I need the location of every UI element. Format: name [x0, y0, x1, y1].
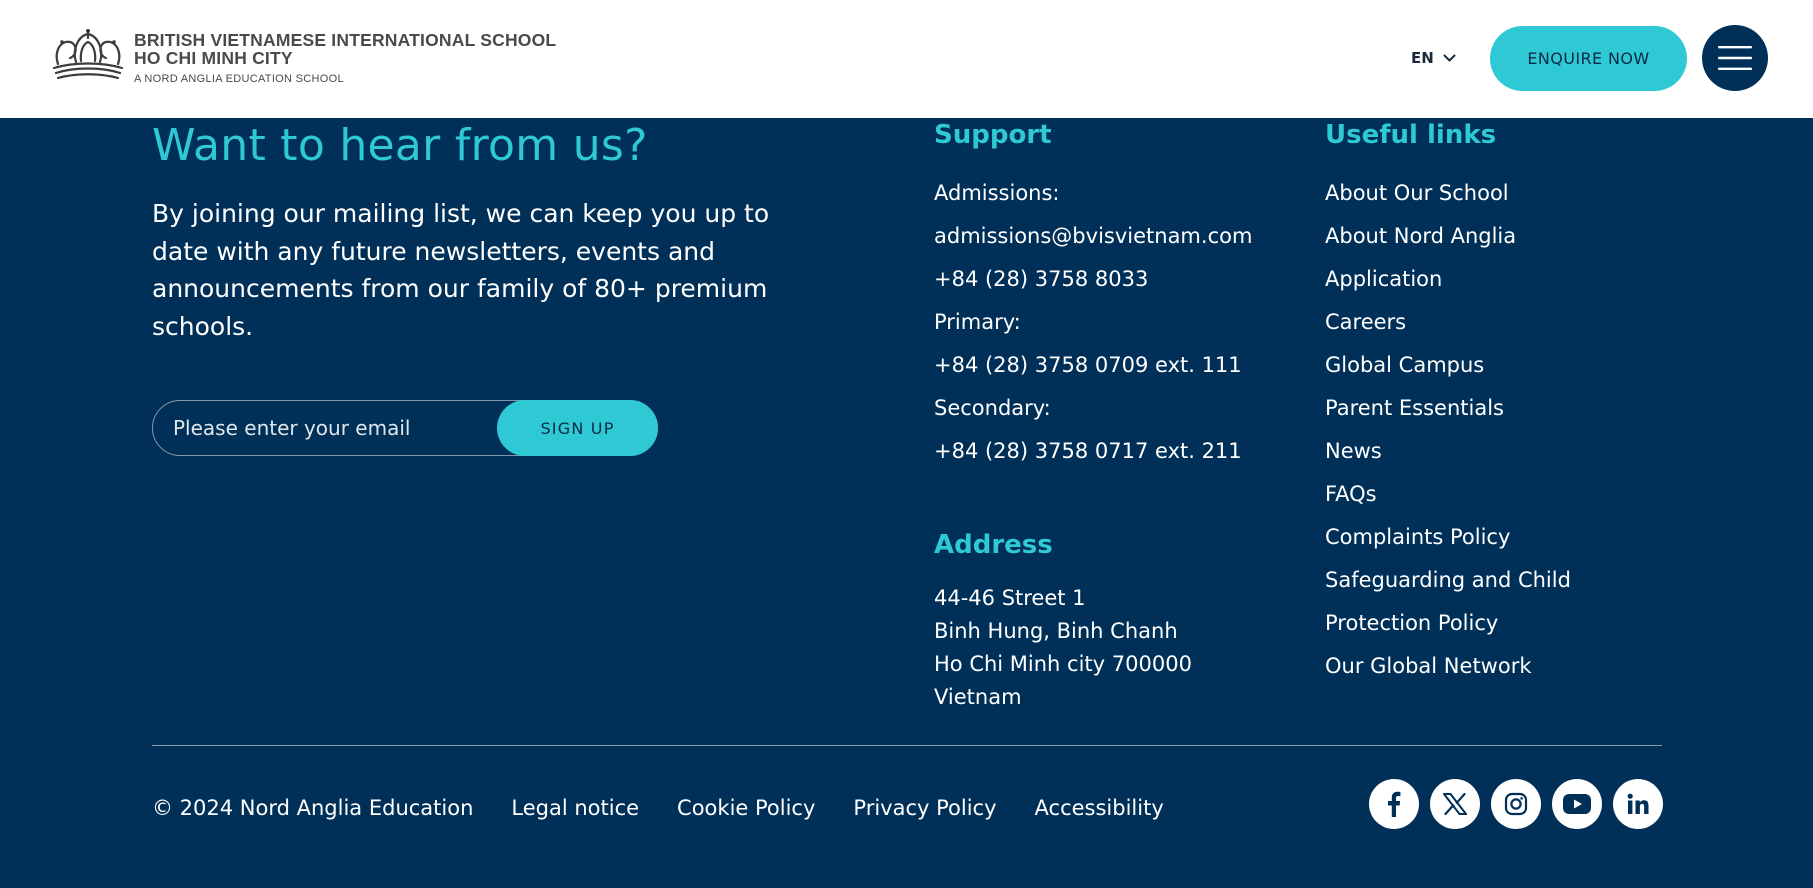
useful-links-list [1325, 172, 1571, 688]
crown-logo-icon [50, 28, 126, 84]
logo-text [134, 31, 556, 86]
link-parent-essentials[interactable]: Parent Essentials [1325, 396, 1504, 420]
site-header [0, 0, 1813, 118]
copyright-text: © 2024 Nord Anglia Education [152, 796, 474, 820]
link-global-campus[interactable]: Global Campus [1325, 353, 1485, 377]
address-line: Binh Hung, Binh Chanh [934, 619, 1178, 643]
facebook-button[interactable] [1369, 779, 1419, 829]
link-global-network[interactable]: Our Global Network [1325, 654, 1532, 678]
link-about-our-school[interactable]: About Our School [1325, 181, 1509, 205]
enquire-now-button[interactable]: ENQUIRE NOW [1490, 26, 1687, 91]
link-news[interactable]: News [1325, 439, 1382, 463]
link-safeguarding[interactable]: Safeguarding and Child [1325, 568, 1571, 592]
support-item-admissions-label: Admissions: [934, 181, 1060, 205]
menu-button[interactable] [1702, 25, 1768, 91]
language-selector[interactable] [1411, 47, 1456, 69]
support-heading: Support [934, 120, 1052, 150]
address-line: Vietnam [934, 685, 1022, 709]
facebook-icon [1387, 791, 1401, 817]
link-about-nord-anglia[interactable]: About Nord Anglia [1325, 224, 1517, 248]
useful-links-heading: Useful links [1325, 120, 1497, 150]
link-application[interactable]: Application [1325, 267, 1443, 291]
linkedin-icon [1627, 793, 1649, 815]
linkedin-button[interactable] [1613, 779, 1663, 829]
privacy-policy-link[interactable]: Privacy Policy [853, 796, 997, 820]
language-label: EN [1411, 49, 1434, 67]
footer-divider [152, 745, 1662, 746]
x-twitter-icon [1443, 793, 1467, 815]
logo-city: HO CHI MINH CITY [134, 48, 293, 68]
cookie-policy-link[interactable]: Cookie Policy [677, 796, 816, 820]
sign-up-button[interactable]: SIGN UP [497, 400, 658, 456]
legal-notice-link[interactable]: Legal notice [511, 796, 640, 820]
legal-bar [152, 792, 1202, 824]
instagram-icon [1504, 792, 1528, 816]
hamburger-menu-icon [1718, 46, 1752, 70]
accessibility-link[interactable]: Accessibility [1034, 796, 1164, 820]
link-faqs[interactable]: FAQs [1325, 482, 1377, 506]
address-line: 44-46 Street 1 [934, 586, 1086, 610]
link-careers[interactable]: Careers [1325, 310, 1407, 334]
youtube-button[interactable] [1552, 779, 1602, 829]
chevron-down-icon [1443, 54, 1456, 63]
support-item-primary-phone[interactable]: +84 (28) 3758 0709 ext. 111 [934, 353, 1242, 377]
support-item-primary-label: Primary: [934, 310, 1021, 334]
address-heading: Address [934, 530, 1053, 560]
link-complaints-policy[interactable]: Complaints Policy [1325, 525, 1511, 549]
logo-school-name: BRITISH VIETNAMESE INTERNATIONAL SCHOOL [134, 30, 557, 50]
support-item-secondary-label: Secondary: [934, 396, 1051, 420]
support-item-admissions-email[interactable]: admissions@bvisvietnam.com [934, 224, 1253, 248]
x-twitter-button[interactable] [1430, 779, 1480, 829]
newsletter-form [152, 400, 658, 456]
support-list [934, 172, 1252, 473]
newsletter-description: By joining our mailing list, we can keep you up to date with any future newsletters, events and announcements from our family of 80+ premium schools. [152, 199, 770, 341]
logo-tagline: A NORD ANGLIA EDUCATION SCHOOL [134, 73, 344, 85]
instagram-button[interactable] [1491, 779, 1541, 829]
address-block [934, 582, 1192, 714]
social-links [1369, 779, 1663, 829]
youtube-icon [1563, 794, 1591, 814]
link-protection-policy[interactable]: Protection Policy [1325, 611, 1499, 635]
support-item-admissions-phone[interactable]: +84 (28) 3758 8033 [934, 267, 1149, 291]
support-item-secondary-phone[interactable]: +84 (28) 3758 0717 ext. 211 [934, 439, 1242, 463]
address-line: Ho Chi Minh city 700000 [934, 652, 1192, 676]
newsletter-heading: Want to hear from us? [152, 120, 648, 171]
